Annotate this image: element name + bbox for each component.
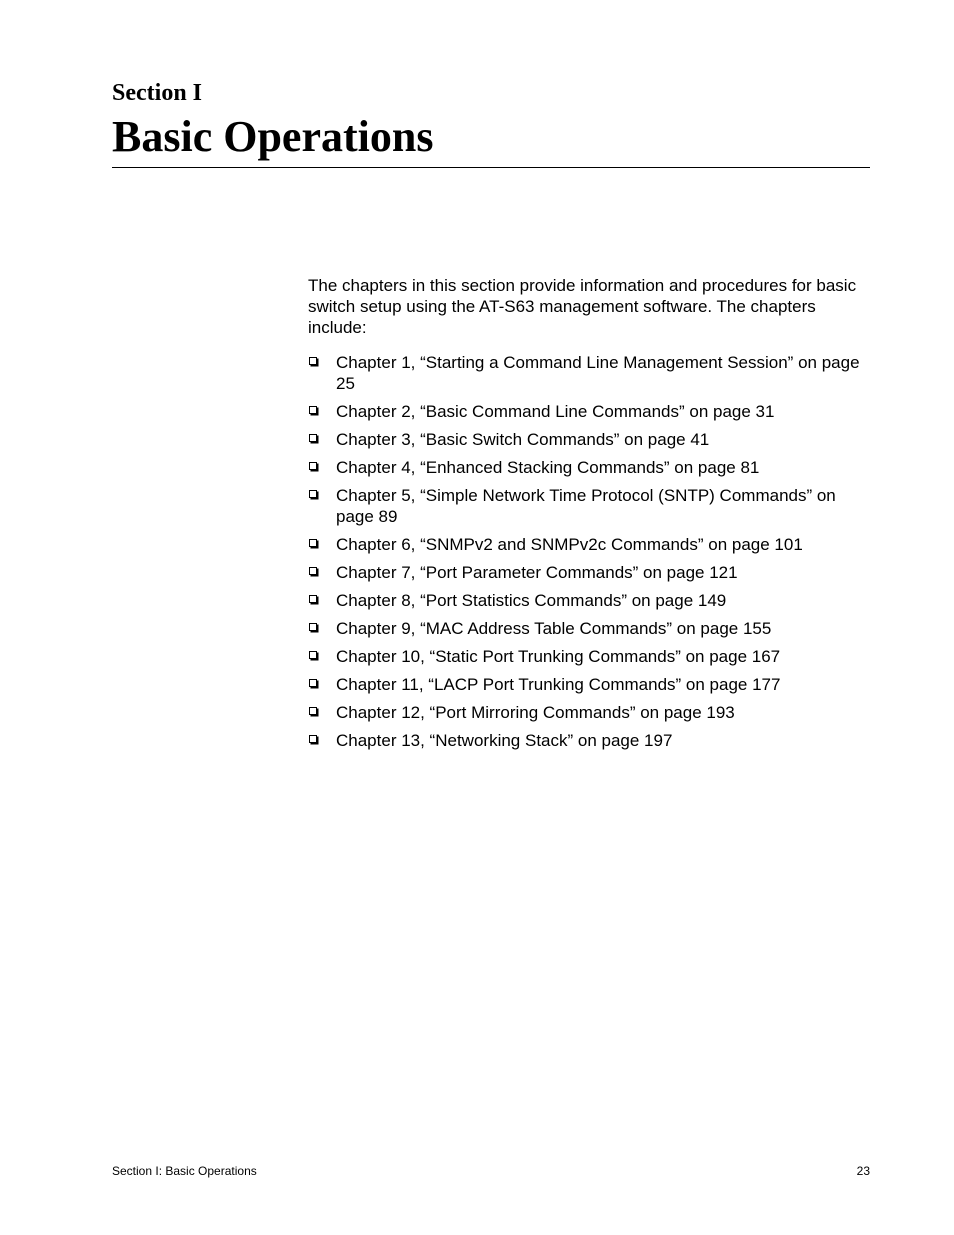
chapter-link[interactable]: Chapter 13, “Networking Stack” on page 197 [336,731,673,750]
section-label: Section I [112,80,202,106]
checkbox-bullet-icon [309,406,317,414]
list-item [308,534,870,555]
list-item [308,485,870,527]
list-item [308,352,870,394]
checkbox-bullet-icon [309,490,317,498]
list-item [308,562,870,583]
page-title: Basic Operations [112,112,434,161]
list-item [308,457,870,478]
list-item [308,674,870,695]
chapter-link[interactable]: Chapter 8, “Port Statistics Commands” on page 149 [336,591,727,610]
checkbox-bullet-icon [309,651,317,659]
list-item [308,730,870,751]
chapter-link[interactable]: Chapter 4, “Enhanced Stacking Commands” on page 81 [336,458,760,477]
list-item [308,618,870,639]
chapter-link[interactable]: Chapter 3, “Basic Switch Commands” on page 41 [336,430,710,449]
footer-page-number: 23 [856,1164,870,1178]
checkbox-bullet-icon [309,357,317,365]
chapter-link[interactable]: Chapter 7, “Port Parameter Commands” on page 121 [336,563,738,582]
chapter-link[interactable]: Chapter 1, “Starting a Command Line Management Session” on page 25 [336,353,860,393]
chapter-list [308,352,870,751]
footer-section-title: Section I: Basic Operations [112,1164,257,1178]
section-content [308,275,870,758]
chapter-link[interactable]: Chapter 5, “Simple Network Time Protocol (SNTP) Commands” on page 89 [336,486,836,526]
list-item [308,429,870,450]
list-item [308,401,870,422]
chapter-link[interactable]: Chapter 12, “Port Mirroring Commands” on page 193 [336,703,735,722]
checkbox-bullet-icon [309,595,317,603]
list-item [308,702,870,723]
checkbox-bullet-icon [309,434,317,442]
title-divider [112,167,870,168]
checkbox-bullet-icon [309,462,317,470]
list-item [308,590,870,611]
checkbox-bullet-icon [309,735,317,743]
checkbox-bullet-icon [309,567,317,575]
list-item [308,646,870,667]
checkbox-bullet-icon [309,539,317,547]
checkbox-bullet-icon [309,623,317,631]
checkbox-bullet-icon [309,707,317,715]
chapter-link[interactable]: Chapter 11, “LACP Port Trunking Commands” on page 177 [336,675,781,694]
chapter-link[interactable]: Chapter 9, “MAC Address Table Commands” on page 155 [336,619,772,638]
checkbox-bullet-icon [309,679,317,687]
chapter-link[interactable]: Chapter 10, “Static Port Trunking Commands” on page 167 [336,647,781,666]
intro-paragraph: The chapters in this section provide information and procedures for basic switch setup using the AT-S63 management software. The chapters include: [308,276,857,337]
chapter-link[interactable]: Chapter 6, “SNMPv2 and SNMPv2c Commands” on page 101 [336,535,803,554]
chapter-link[interactable]: Chapter 2, “Basic Command Line Commands” on page 31 [336,402,775,421]
